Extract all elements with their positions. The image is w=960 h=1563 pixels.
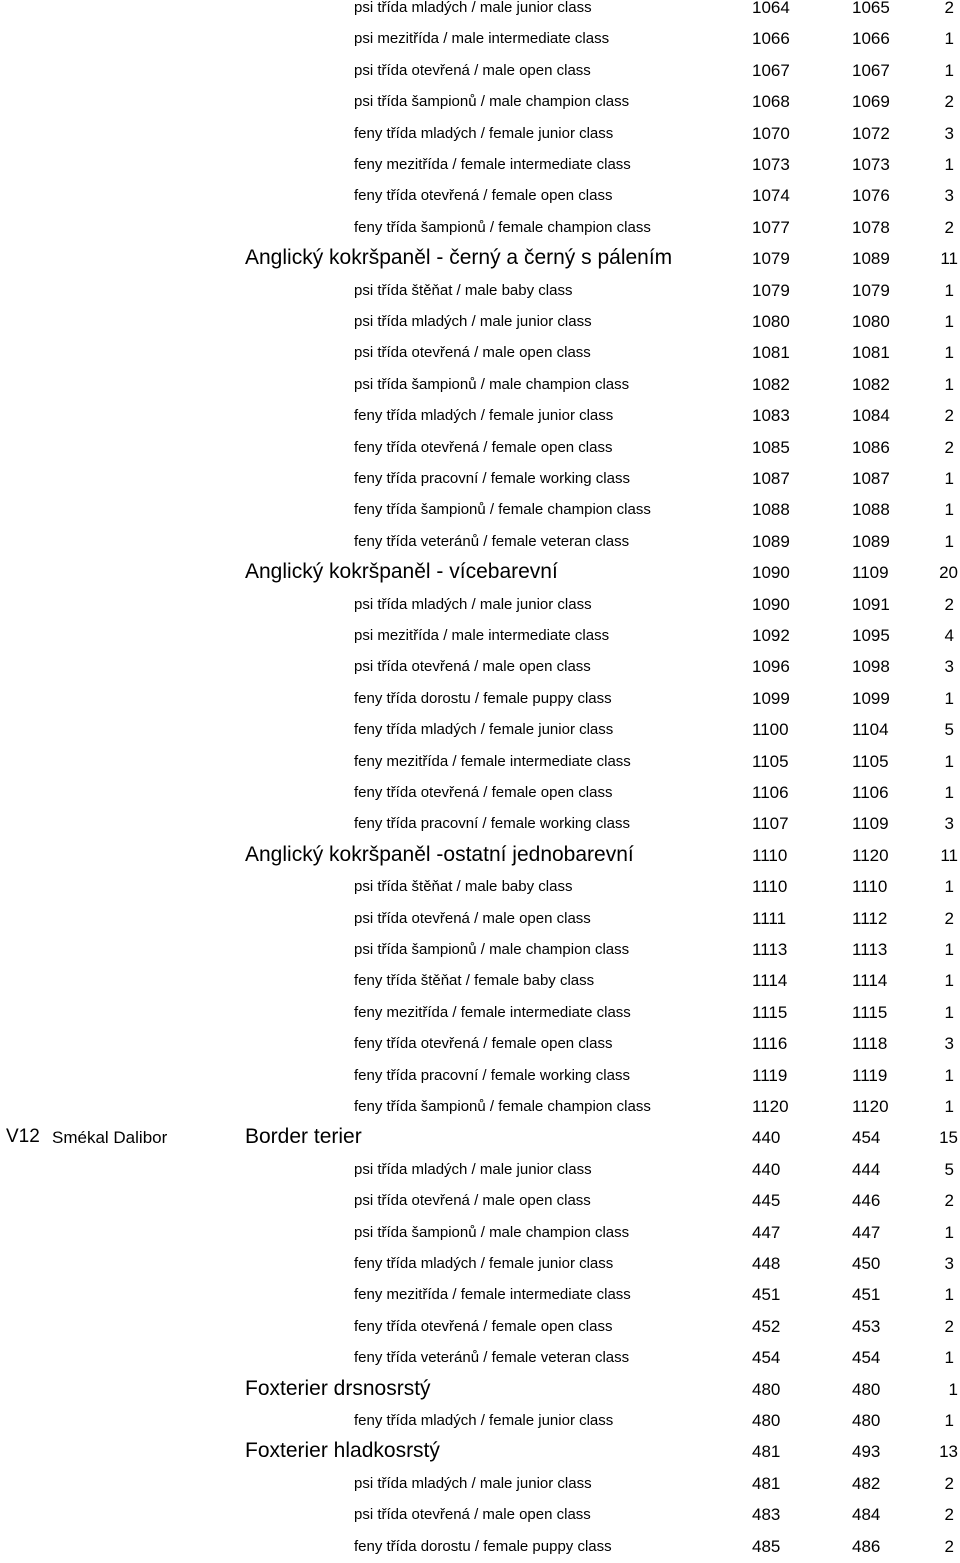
class-name: feny třída mladých / female junior class — [354, 1412, 614, 1429]
catalogue-number-to: 1110 — [852, 877, 888, 897]
class-row — [0, 370, 960, 401]
catalogue-number-to: 1119 — [852, 1065, 888, 1085]
catalogue-number-from: 447 — [752, 1222, 781, 1242]
class-name: feny třída šampionů / female champion class — [354, 501, 651, 519]
entry-count: 4 — [944, 626, 954, 645]
breed-row — [0, 841, 960, 872]
entry-count: 2 — [944, 217, 954, 237]
entry-count: 1 — [944, 1222, 954, 1242]
entry-count: 2 — [944, 1473, 954, 1493]
breed-row — [0, 1123, 960, 1154]
class-row — [0, 872, 960, 903]
class-row — [0, 904, 960, 935]
class-row — [0, 56, 960, 87]
class-name: feny třída pracovní / female working class — [354, 470, 630, 487]
class-name: psi třída štěňat / male baby class — [354, 878, 573, 896]
entry-count: 2 — [944, 0, 954, 17]
catalogue-number-to: 1120 — [852, 1097, 889, 1116]
catalogue-number-to: 1114 — [852, 971, 888, 991]
catalogue-number-from: 1105 — [752, 751, 789, 771]
entry-count: 1 — [944, 312, 954, 331]
catalogue-number-to: 1069 — [852, 92, 890, 112]
catalogue-number-from: 480 — [752, 1379, 781, 1399]
class-name: feny třída veteránů / female veteran class — [354, 532, 630, 550]
class-row — [0, 1186, 960, 1217]
class-row — [0, 684, 960, 715]
catalogue-number-from: 1074 — [752, 186, 790, 206]
catalogue-number-from: 1092 — [752, 626, 790, 645]
catalogue-number-to: 453 — [852, 1316, 881, 1336]
class-name: psi třída šampionů / male champion class — [354, 1223, 630, 1241]
class-row — [0, 338, 960, 369]
class-name: psi třída mladých / male junior class — [354, 1474, 592, 1492]
catalogue-number-from: 1099 — [752, 688, 790, 708]
entry-count: 3 — [944, 1034, 954, 1054]
entry-count: 1 — [944, 783, 954, 802]
class-row — [0, 935, 960, 966]
class-row — [0, 1029, 960, 1060]
catalogue-number-to: 486 — [852, 1536, 881, 1556]
entry-count: 1 — [944, 500, 954, 520]
class-row — [0, 621, 960, 652]
catalogue-number-from: 1066 — [752, 29, 790, 49]
entry-count: 1 — [944, 1097, 954, 1116]
class-name: psi třída mladých / male junior class — [354, 0, 592, 16]
catalogue-number-to: 1115 — [852, 1002, 888, 1022]
class-name: feny třída otevřená / female open class — [354, 438, 613, 456]
catalogue-number-to: 1091 — [852, 594, 890, 614]
catalogue-number-from: 1067 — [752, 60, 790, 80]
entry-count: 2 — [944, 1191, 954, 1211]
class-name: psi třída otevřená / male open class — [354, 344, 591, 362]
catalogue-number-from: 445 — [752, 1191, 781, 1211]
class-name: feny mezitřída / female intermediate class — [354, 1286, 631, 1304]
catalogue-number-to: 1067 — [852, 60, 890, 80]
catalogue-number-from: 1077 — [752, 217, 790, 237]
class-name: feny třída mladých / female junior class — [354, 124, 614, 142]
entry-count: 1 — [944, 1002, 954, 1022]
class-row — [0, 590, 960, 621]
entry-count: 2 — [944, 1505, 954, 1525]
class-name: feny mezitřída / female intermediate class — [354, 156, 631, 173]
catalogue-number-from: 1096 — [752, 657, 790, 677]
class-row — [0, 778, 960, 809]
entry-count: 15 — [939, 1128, 958, 1148]
class-name: feny třída otevřená / female open class — [354, 1035, 613, 1053]
class-row — [0, 150, 960, 181]
catalogue-number-from: 1064 — [752, 0, 790, 17]
catalogue-number-from: 1090 — [752, 594, 790, 614]
catalogue-number-from: 481 — [752, 1473, 781, 1493]
class-name: psi třída mladých / male junior class — [354, 1160, 592, 1178]
entry-count: 1 — [944, 1348, 954, 1368]
class-name: psi třída šampionů / male champion class — [354, 375, 630, 393]
catalogue-number-to: 447 — [852, 1222, 881, 1242]
entry-count: 13 — [939, 1442, 958, 1462]
catalogue-number-from: 1068 — [752, 92, 790, 112]
catalogue-number-from: 1090 — [752, 563, 790, 583]
catalogue-number-from: 1111 — [752, 908, 787, 928]
catalogue-number-from: 1107 — [752, 814, 789, 834]
catalogue-number-from: 1082 — [752, 374, 790, 394]
breed-name: Border terier — [245, 1125, 362, 1149]
catalogue-number-from: 483 — [752, 1505, 781, 1525]
class-row — [0, 1092, 960, 1123]
class-row — [0, 495, 960, 526]
catalogue-number-to: 450 — [852, 1254, 881, 1273]
class-name: feny třída mladých / female junior class — [354, 721, 614, 739]
catalogue-number-to: 1086 — [852, 437, 890, 457]
catalogue-number-to: 1087 — [852, 469, 890, 488]
catalogue-number-from: 1080 — [752, 312, 790, 331]
catalogue-number-from: 452 — [752, 1316, 781, 1336]
catalogue-number-to: 1065 — [852, 0, 890, 17]
class-name: feny třída dorostu / female puppy class — [354, 689, 612, 707]
entry-count: 3 — [944, 123, 954, 143]
class-name: feny mezitřída / female intermediate class — [354, 1003, 631, 1021]
catalogue-number-to: 446 — [852, 1191, 881, 1211]
catalogue-number-from: 1089 — [752, 531, 790, 551]
entry-count: 2 — [944, 406, 954, 426]
catalogue-number-from: 485 — [752, 1536, 781, 1556]
entry-count: 1 — [944, 280, 954, 300]
class-row — [0, 1532, 960, 1563]
catalogue-number-from: 1081 — [752, 343, 790, 363]
entry-count: 3 — [944, 657, 954, 677]
class-row — [0, 24, 960, 55]
entry-count: 1 — [944, 971, 954, 991]
class-row — [0, 1343, 960, 1374]
entry-count: 2 — [944, 1536, 954, 1556]
judge-name: Smékal Dalibor — [52, 1128, 168, 1148]
class-row — [0, 1061, 960, 1092]
class-row — [0, 652, 960, 683]
class-row — [0, 1312, 960, 1343]
catalogue-number-to: 444 — [852, 1159, 881, 1179]
catalogue-number-from: 1116 — [752, 1034, 788, 1054]
class-row — [0, 307, 960, 338]
catalogue-number-from: 1079 — [752, 249, 790, 269]
class-row — [0, 1406, 960, 1437]
class-row — [0, 1469, 960, 1500]
entry-count: 11 — [940, 845, 958, 865]
catalogue-number-to: 1082 — [852, 374, 890, 394]
class-name: feny mezitřída / female intermediate class — [354, 752, 631, 770]
catalogue-number-from: 1110 — [752, 845, 788, 865]
class-name: feny třída dorostu / female puppy class — [354, 1537, 612, 1555]
class-name: psi třída otevřená / male open class — [354, 658, 591, 676]
class-row — [0, 119, 960, 150]
entry-count: 1 — [944, 343, 954, 363]
class-name: feny třída pracovní / female working class — [354, 1066, 630, 1084]
class-name: psi třída otevřená / male open class — [354, 61, 591, 79]
class-name: psi mezitřída / male intermediate class — [354, 30, 610, 48]
catalogue-number-from: 1100 — [752, 720, 789, 740]
entry-count: 2 — [944, 1316, 954, 1336]
catalogue-number-to: 1105 — [852, 751, 889, 771]
entry-count: 11 — [940, 249, 958, 269]
class-name: feny třída mladých / female junior class — [354, 1255, 614, 1272]
entry-count: 3 — [944, 1254, 954, 1273]
catalogue-number-from: 1083 — [752, 406, 790, 426]
catalogue-number-to: 1106 — [852, 783, 889, 802]
entry-count: 1 — [944, 877, 954, 897]
class-row — [0, 1280, 960, 1311]
entry-count: 1 — [944, 155, 954, 174]
breed-name: Foxterier hladkosrstý — [245, 1439, 440, 1463]
class-row — [0, 276, 960, 307]
catalogue-number-from: 454 — [752, 1348, 781, 1368]
class-row — [0, 1249, 960, 1280]
catalogue-number-to: 1109 — [852, 563, 889, 583]
entry-count: 1 — [944, 374, 954, 394]
breed-row — [0, 244, 960, 275]
catalogue-number-from: 448 — [752, 1254, 781, 1273]
class-name: psi třída mladých / male junior class — [354, 595, 592, 613]
catalogue-number-to: 1104 — [852, 720, 889, 740]
catalogue-number-to: 1084 — [852, 406, 890, 426]
class-row — [0, 401, 960, 432]
entry-count: 1 — [948, 1379, 958, 1399]
breed-row — [0, 1375, 960, 1406]
catalogue-number-to: 1078 — [852, 217, 890, 237]
entry-count: 1 — [944, 29, 954, 49]
entry-count: 1 — [944, 751, 954, 771]
class-row — [0, 966, 960, 997]
class-name: psi třída šampionů / male champion class — [354, 93, 630, 111]
class-row — [0, 527, 960, 558]
entry-count: 1 — [944, 469, 954, 488]
catalogue-number-to: 1120 — [852, 845, 889, 865]
class-row — [0, 715, 960, 746]
breed-name: Anglický kokršpaněl - vícebarevní — [245, 560, 558, 584]
class-name: feny třída otevřená / female open class — [354, 187, 613, 205]
entry-count: 20 — [939, 563, 958, 583]
catalogue-number-to: 1081 — [852, 343, 890, 363]
class-name: feny třída mladých / female junior class — [354, 407, 614, 425]
class-name: feny třída šampionů / female champion class — [354, 1098, 651, 1115]
catalogue-number-from: 1106 — [752, 783, 789, 802]
catalogue-number-to: 1088 — [852, 500, 890, 520]
catalogue-number-to: 1099 — [852, 688, 890, 708]
entry-count: 1 — [944, 940, 954, 959]
catalogue-number-from: 1079 — [752, 280, 790, 300]
class-name: psi mezitřída / male intermediate class — [354, 627, 610, 644]
catalogue-number-from: 1119 — [752, 1065, 788, 1085]
class-name: feny třída veteránů / female veteran class — [354, 1349, 630, 1367]
catalogue-number-from: 1113 — [752, 940, 788, 959]
catalogue-number-to: 1098 — [852, 657, 890, 677]
catalogue-number-to: 480 — [852, 1411, 881, 1430]
catalogue-number-from: 440 — [752, 1128, 781, 1148]
class-row — [0, 1218, 960, 1249]
entry-count: 1 — [944, 688, 954, 708]
catalogue-number-to: 480 — [852, 1379, 881, 1399]
class-row — [0, 181, 960, 212]
catalogue-number-to: 454 — [852, 1128, 881, 1148]
class-row — [0, 0, 960, 24]
entry-count: 2 — [944, 437, 954, 457]
class-row — [0, 998, 960, 1029]
catalogue-number-from: 440 — [752, 1159, 781, 1179]
catalogue-number-to: 1079 — [852, 280, 890, 300]
entry-count: 1 — [944, 60, 954, 80]
entry-count: 1 — [944, 1065, 954, 1085]
catalogue-number-to: 1113 — [852, 940, 888, 959]
catalogue-number-to: 454 — [852, 1348, 881, 1368]
catalogue-number-from: 1085 — [752, 437, 790, 457]
class-name: psi třída mladých / male junior class — [354, 313, 592, 330]
catalogue-number-from: 481 — [752, 1442, 781, 1462]
class-name: feny třída šampionů / female champion class — [354, 218, 651, 236]
class-name: feny třída štěňat / female baby class — [354, 972, 595, 990]
catalogue-number-to: 451 — [852, 1285, 881, 1305]
class-row — [0, 1155, 960, 1186]
class-name: psi třída otevřená / male open class — [354, 1506, 591, 1524]
catalogue-number-to: 1076 — [852, 186, 890, 206]
catalogue-number-from: 1073 — [752, 155, 790, 174]
class-name: feny třída otevřená / female open class — [354, 1317, 613, 1335]
catalogue-number-from: 480 — [752, 1411, 781, 1430]
breed-name: Anglický kokršpaněl -ostatní jednobarevní — [245, 842, 634, 866]
class-row — [0, 213, 960, 244]
catalogue-number-from: 1110 — [752, 877, 788, 897]
catalogue-number-from: 1070 — [752, 123, 790, 143]
breed-name: Anglický kokršpaněl - černý a černý s pálením — [245, 246, 673, 270]
catalogue-number-to: 1089 — [852, 249, 890, 269]
entry-count: 2 — [944, 594, 954, 614]
catalogue-number-to: 482 — [852, 1473, 881, 1493]
catalogue-number-to: 484 — [852, 1505, 881, 1525]
judge-code: V12 — [6, 1126, 40, 1148]
catalogue-number-from: 1087 — [752, 469, 790, 488]
catalogue-number-to: 1072 — [852, 123, 890, 143]
entry-count: 1 — [944, 1411, 954, 1430]
entry-count: 5 — [944, 720, 954, 740]
catalogue-number-from: 451 — [752, 1285, 781, 1305]
entry-count: 3 — [944, 186, 954, 206]
class-row — [0, 433, 960, 464]
entry-count: 2 — [944, 908, 954, 928]
class-name: psi třída otevřená / male open class — [354, 1192, 591, 1210]
class-row — [0, 87, 960, 118]
catalogue-number-to: 1080 — [852, 312, 890, 331]
class-name: psi třída otevřená / male open class — [354, 909, 591, 927]
class-row — [0, 1500, 960, 1531]
class-row — [0, 747, 960, 778]
catalogue-number-from: 1115 — [752, 1002, 788, 1022]
catalogue-number-to: 1073 — [852, 155, 890, 174]
catalogue-number-to: 1095 — [852, 626, 890, 645]
catalogue-number-to: 493 — [852, 1442, 881, 1462]
catalogue-number-to: 1109 — [852, 814, 889, 834]
breed-row — [0, 558, 960, 589]
entry-count: 3 — [944, 814, 954, 834]
breed-row — [0, 1437, 960, 1468]
catalogue-number-to: 1118 — [852, 1034, 888, 1054]
class-name: psi třída štěňat / male baby class — [354, 281, 573, 299]
class-name: feny třída pracovní / female working class — [354, 815, 630, 833]
catalogue-number-from: 1088 — [752, 500, 790, 520]
class-row — [0, 464, 960, 495]
entry-count: 1 — [944, 1285, 954, 1305]
entry-count: 2 — [944, 92, 954, 112]
catalogue-number-to: 1066 — [852, 29, 890, 49]
class-name: feny třída otevřená / female open class — [354, 784, 613, 801]
catalogue-number-from: 1114 — [752, 971, 788, 991]
class-name: psi třída šampionů / male champion class — [354, 941, 630, 958]
catalogue-number-to: 1112 — [852, 908, 888, 928]
entry-count: 5 — [944, 1159, 954, 1179]
breed-name: Foxterier drsnosrstý — [245, 1376, 431, 1400]
catalogue-number-from: 1120 — [752, 1097, 789, 1116]
catalogue-number-to: 1089 — [852, 531, 890, 551]
entry-count: 1 — [944, 531, 954, 551]
class-row — [0, 809, 960, 840]
